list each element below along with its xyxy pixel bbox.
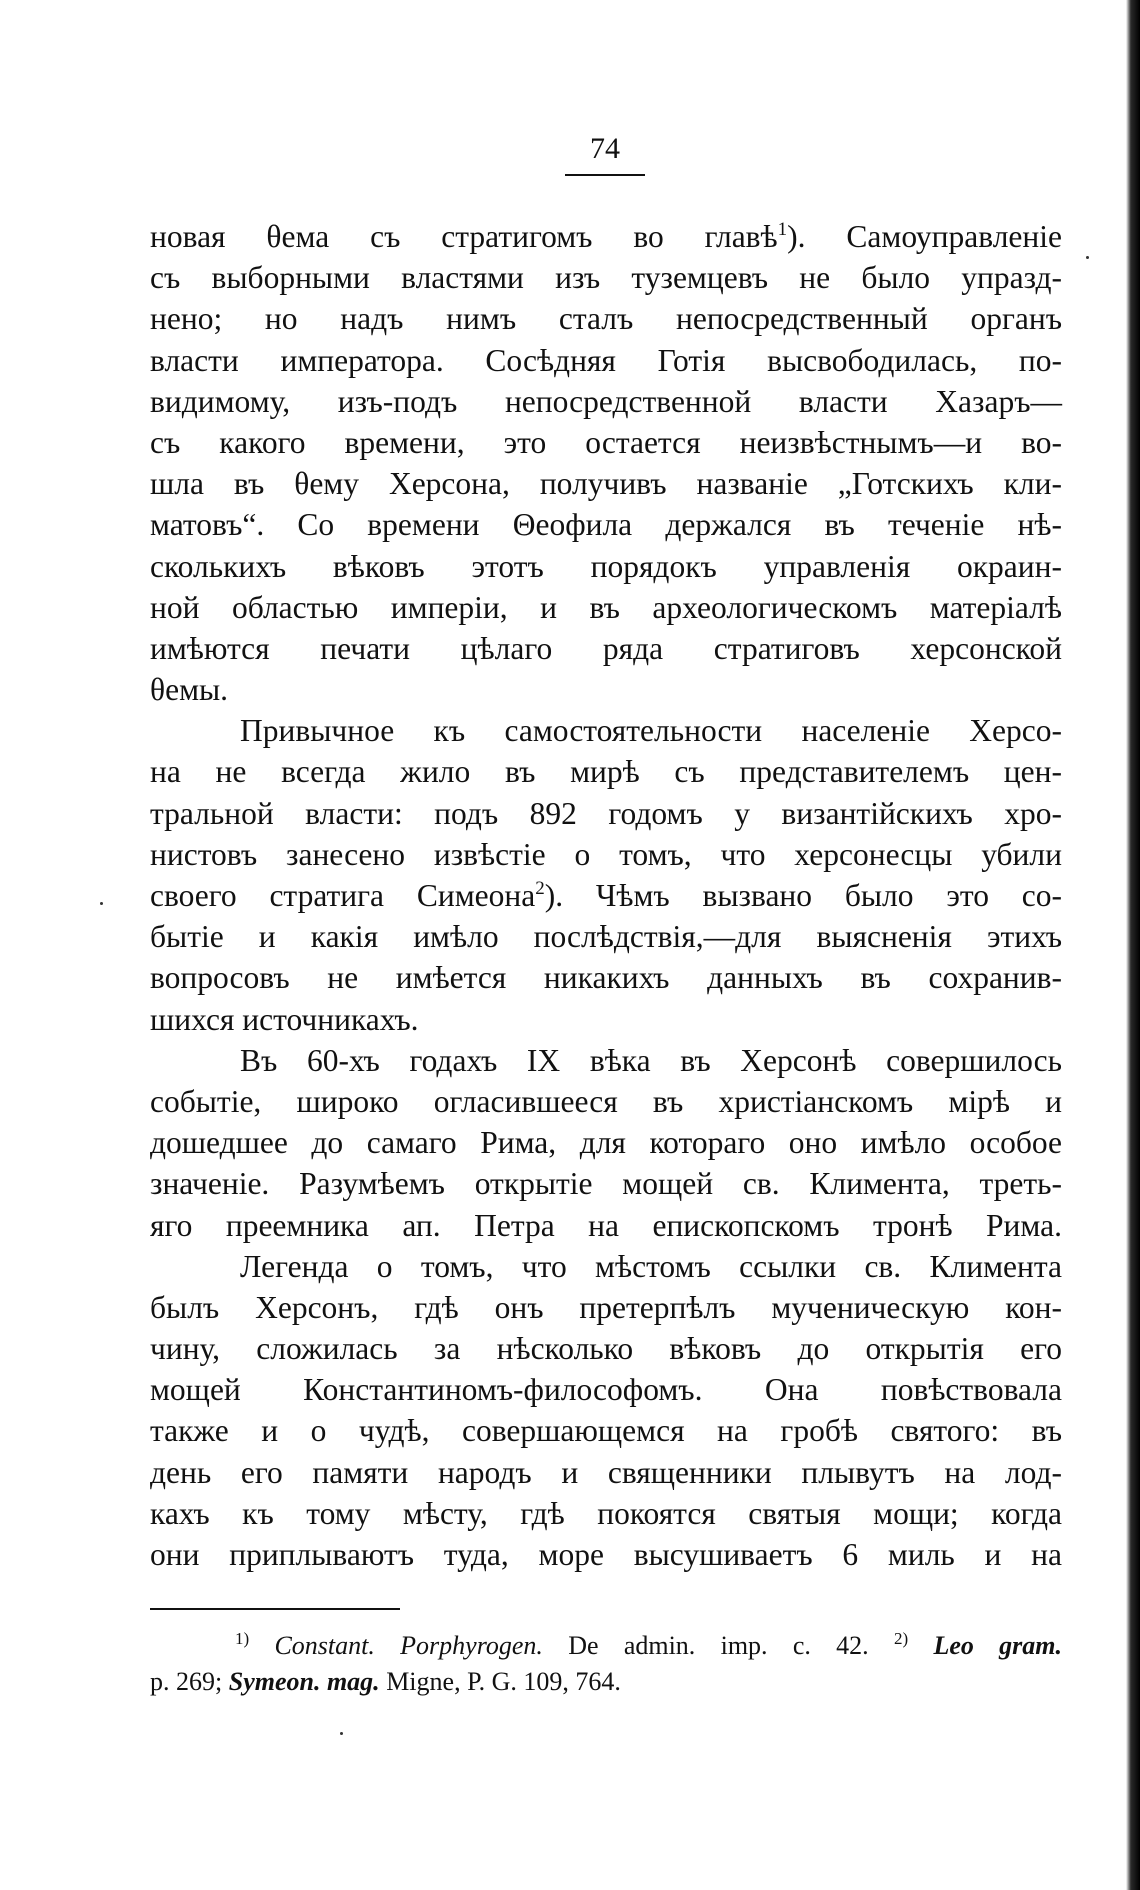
text-line: [150, 999, 1062, 1040]
text-line-content: тральной власти: подъ 892 годомъ у византійскихъ хро-: [150, 795, 1062, 831]
footnote-reference: De admin. imp. c. 42.: [568, 1631, 869, 1660]
text-line-content: мощей Константиномъ-философомъ. Она повѣствовала: [150, 1372, 1062, 1408]
text-line: [150, 1287, 1062, 1328]
text-line-content: значеніе. Разумѣемъ открытіе мощей св. Климента, треть-: [150, 1166, 1062, 1202]
text-line: [150, 381, 1062, 422]
text-line-content: бытіе и какія имѣло послѣдствія,—для выясненія этихъ: [150, 919, 1062, 955]
text-line-content: яго преемника ап. Петра на епископскомъ тронѣ Рима.: [150, 1207, 1062, 1243]
text-line-content: съ выборными властями изъ туземцевъ не было упразд-: [150, 260, 1062, 296]
text-line-content: день его памяти народъ и священники плывутъ на лод-: [150, 1454, 1062, 1490]
text-line-content: новая θема съ стратигомъ во главѣ: [150, 219, 778, 254]
page-edge-shadow: [1126, 0, 1140, 1890]
scan-speck: [340, 1732, 343, 1735]
text-line: [150, 1122, 1062, 1163]
text-line: [150, 1163, 1062, 1204]
page-number: 74: [590, 132, 620, 165]
text-line-content: кахъ къ тому мѣсту, гдѣ покоятся святыя мощи; когда: [150, 1495, 1062, 1531]
text-line-content: шла въ θему Херсона, получивъ названіе „Готскихъ кли-: [150, 466, 1062, 502]
text-line: [150, 1410, 1062, 1451]
footnote-reference-marker: 2: [535, 878, 545, 899]
text-line-tail: ). Самоуправленіе: [787, 219, 1062, 254]
text-line-content: былъ Херсонъ, гдѣ онъ претерпѣлъ мученическую кон-: [150, 1289, 1062, 1325]
footnote-reference: Migne, P. G. 109, 764.: [386, 1667, 621, 1696]
body-text: [150, 216, 1062, 1575]
text-line-content: власти императора. Сосѣдняя Готія высвободилась, по-: [150, 342, 1062, 378]
text-line: [150, 587, 1062, 628]
text-line-content: шихся источникахъ.: [150, 1001, 419, 1037]
footnote-line: [150, 1628, 1062, 1664]
footnote-marker: 2): [893, 1629, 909, 1648]
text-line: [150, 1452, 1062, 1493]
text-line: [150, 1328, 1062, 1369]
text-line: [150, 1081, 1062, 1122]
footnote-source: Constant. Porphyrogen.: [274, 1631, 543, 1660]
text-line: [150, 257, 1062, 298]
text-line-content: θемы.: [150, 672, 229, 708]
text-line: [150, 216, 1062, 257]
text-line: [150, 546, 1062, 587]
footnote-reference: p. 269;: [150, 1667, 223, 1696]
text-line-content: они приплываютъ туда, море высушиваетъ 6 миль и на: [150, 1537, 1062, 1572]
text-line-content: Привычное къ самостоятельности населеніе Херсо-: [240, 713, 1062, 749]
text-line: [150, 1534, 1062, 1575]
text-line-content: нистовъ занесено извѣстіе о томъ, что херсонесцы убили: [150, 836, 1062, 872]
footnote-source: Symeon. mag.: [228, 1667, 380, 1696]
footnote-marker: 1): [235, 1629, 250, 1648]
text-line-content: ной областью имперіи, и въ археологическомъ матеріалѣ: [150, 589, 1062, 625]
text-line-content: матовъ“. Со времени Θеофила держался въ теченіе нѣ-: [150, 507, 1062, 543]
text-line-content: имѣются печати цѣлаго ряда стратиговъ херсонской: [150, 630, 1062, 666]
text-line: [150, 463, 1062, 504]
text-line: [150, 422, 1062, 463]
text-line: [150, 340, 1062, 381]
footnote-source: Leo gram.: [933, 1631, 1063, 1660]
footnote-separator: [150, 1608, 400, 1610]
text-line: [150, 875, 1062, 916]
text-line-tail: ). Чѣмъ вызвано было это со-: [544, 878, 1062, 913]
text-line: [150, 710, 1062, 751]
footnotes: [150, 1628, 1062, 1700]
text-line: [150, 628, 1062, 669]
text-line-content: вопросовъ не имѣется никакихъ данныхъ въ сохранив-: [150, 960, 1062, 996]
text-line: [150, 1040, 1062, 1081]
text-line: [150, 669, 1062, 710]
text-line-content: сколькихъ вѣковъ этотъ порядокъ управленія окраин-: [150, 548, 1062, 584]
text-line-content: съ какого времени, это остается неизвѣстнымъ—и во-: [150, 424, 1062, 460]
text-line-content: дошедшее до самаго Рима, для котораго оно имѣло особое: [150, 1125, 1062, 1161]
footnote-line: [150, 1664, 1062, 1700]
text-line: [150, 1369, 1062, 1410]
text-line: [150, 1205, 1062, 1246]
scan-speck: [100, 902, 103, 905]
text-line-content: своего стратига Симеона: [150, 878, 536, 913]
text-line-content: чину, сложилась за нѣсколько вѣковъ до открытія его: [150, 1331, 1062, 1367]
text-line-content: видимому, изъ-подъ непосредственной власти Хазаръ—: [150, 383, 1062, 419]
text-line: [150, 916, 1062, 957]
scan-speck: [1086, 256, 1089, 259]
text-line-content: нено; но надъ нимъ сталъ непосредственный органъ: [150, 301, 1062, 337]
text-line: [150, 793, 1062, 834]
text-line-content: на не всегда жило въ мирѣ съ представителемъ цен-: [150, 754, 1062, 790]
text-line-content: Легенда о томъ, что мѣстомъ ссылки св. Климента: [240, 1248, 1062, 1284]
text-line: [150, 957, 1062, 998]
text-line: [150, 298, 1062, 339]
text-line: [150, 1246, 1062, 1287]
text-line: [150, 751, 1062, 792]
page-number-underline: [565, 174, 645, 176]
text-line-content: Въ 60-хъ годахъ IX вѣка въ Херсонѣ совершилось: [240, 1042, 1062, 1078]
footnote-reference-marker: 1: [777, 219, 788, 240]
text-line: [150, 834, 1062, 875]
text-line: [150, 1493, 1062, 1534]
text-line-content: также и о чудѣ, совершающемся на гробѣ святого: въ: [150, 1413, 1062, 1449]
text-line-content: событіе, широко огласившееся въ христіанскомъ мірѣ и: [150, 1083, 1062, 1119]
text-line: [150, 504, 1062, 545]
